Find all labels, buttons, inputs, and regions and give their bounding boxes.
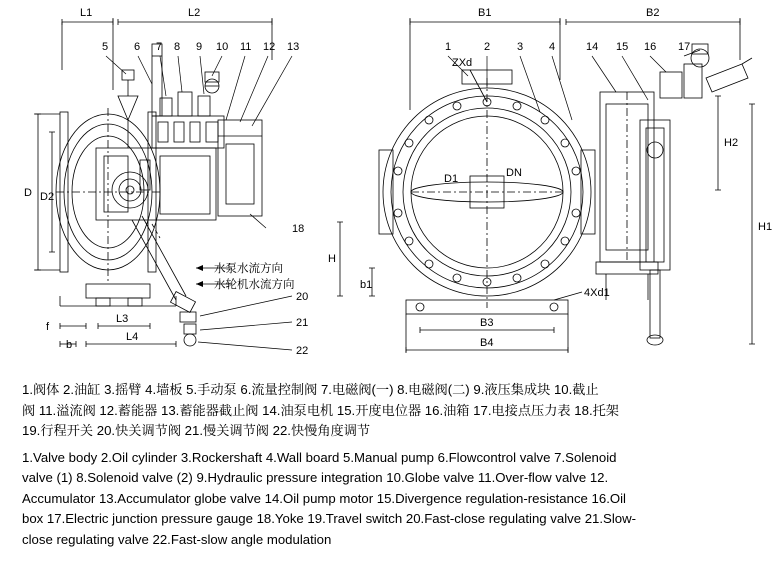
callout-16: 16 [644,41,657,53]
legend-en-line-3: Accumulator 13.Accumulator globe valve 14.Oil pump motor 15.Divergence regulation-resistance 16.Oil [22,490,626,506]
dim-f [60,323,86,329]
dim-label-L1: L1 [80,7,93,19]
dim-label-f: f [46,321,50,333]
left-view-accumulator [152,44,162,116]
dim-H2 [715,96,721,190]
callout-2: 2 [484,41,491,53]
dim-label-B2: B2 [646,7,660,19]
callout-20: 20 [296,291,309,303]
dim-H [337,222,343,296]
legend-en-line-1: 1.Valve body 2.Oil cylinder 3.Rockershaft 4.Wall board 5.Manual pump 6.Flowcontrol valve 7.Solenoid [22,449,617,465]
callout-6: 6 [134,41,141,53]
dim-label-B4: B4 [480,337,494,349]
callout-8: 8 [174,41,181,53]
dim-label-D2: D2 [40,191,55,203]
dim-L2 [118,18,272,60]
left-view-valve-body [56,108,160,284]
left-view-oil-tank [218,120,262,216]
callout-18: 18 [292,223,305,235]
leader-4Xd1 [554,292,582,300]
legend-block [22,380,762,550]
callout-leaders-left [106,56,292,126]
callout-14: 14 [586,41,599,53]
callout-21: 21 [296,317,309,329]
dim-label-b1: b1 [360,279,373,291]
right-view-actuator [596,44,752,345]
callout-4: 4 [549,41,556,53]
legend-cn-line-3: 19.行程开关 20.快关调节阀 21.慢关调节阀 22.快慢角度调节 [22,423,371,438]
dim-label-L4: L4 [126,331,139,343]
left-view-base [60,284,176,306]
callout-9: 9 [196,41,203,53]
callout-1: 1 [445,41,452,53]
dim-label-ZXd: ZXd [452,57,473,69]
callout-10: 10 [216,41,229,53]
callout-22: 22 [296,345,309,357]
dim-label-D: D [24,187,32,199]
legend-en-line-5: close regulating valve 22.Fast-slow angle modulation [22,531,332,547]
callout-17: 17 [678,41,691,53]
annotation-flow-pump: 水泵水流方向 [214,263,283,275]
dim-label-B3: B3 [480,317,494,329]
callout-7: 7 [156,41,163,53]
dim-label-H2: H2 [724,137,739,149]
legend-cn-line-1: 1.阀体 2.油缸 3.摇臂 4.墙板 5.手动泵 6.流量控制阀 7.电磁阀(一) 8.电磁阀(二) 9.液压集成块 10.截止 [22,382,599,397]
callout-12: 12 [263,41,276,53]
dim-label-b: b [66,339,73,351]
annotation-flow-turbine: 水轮机水流方向 [214,279,295,291]
legend-en-line-4: box 17.Electric junction pressure gauge 18.Yoke 19.Travel switch 20.Fast-close regulating valve 21.Slow- [22,511,637,526]
dim-label-L2: L2 [188,7,201,19]
dim-label-B1: B1 [478,7,492,19]
center-view-valve-front [379,70,595,326]
dim-B2 [566,18,740,60]
dim-label-H1: H1 [758,221,773,233]
dim-label-DN: DN [506,167,522,179]
legend-english [22,448,762,551]
dim-label-4Xd1: 4Xd1 [584,287,610,299]
legend-en-line-2: valve (1) 8.Solenoid valve (2) 9.Hydraulic pressure integration 10.Globe valve 11.Over-flow valve 12. [22,470,609,485]
legend-chinese [22,380,762,442]
dim-label-D1: D1 [444,173,459,185]
callout-11: 11 [240,41,252,53]
callout-15: 15 [616,41,629,53]
left-view-manifold [118,70,224,148]
callout-5: 5 [102,41,109,53]
callout-3: 3 [517,41,524,53]
dim-L1 [62,18,113,90]
dim-label-H: H [328,253,336,265]
legend-cn-line-2: 阀 11.溢流阀 12.蓄能器 13.蓄能器截止阀 14.油泵电机 15.开度电位器 16.油箱 17.电接点压力表 18.托架 [22,402,619,418]
callout-13: 13 [287,41,300,53]
dim-label-L3: L3 [116,313,129,325]
dim-H1 [749,104,755,344]
